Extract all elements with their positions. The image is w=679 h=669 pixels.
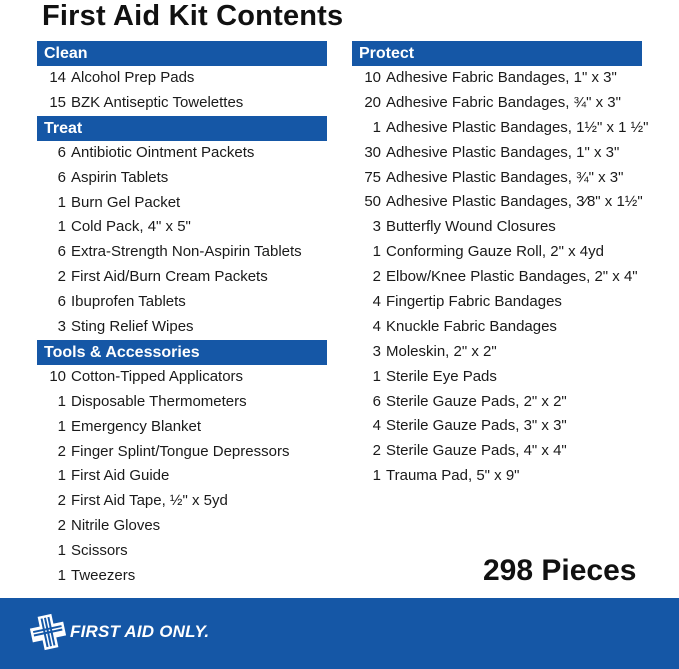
item-name: Aspirin Tablets — [71, 168, 169, 186]
list-item — [352, 166, 642, 191]
item-quantity: 1 — [372, 467, 381, 485]
item-name: Finger Splint/Tongue Depressors — [71, 442, 290, 460]
item-quantity: 3 — [372, 342, 381, 360]
item-name: Sterile Gauze Pads, 3" x 3" — [386, 417, 567, 435]
item-quantity: 1 — [57, 467, 66, 485]
item-quantity: 1 — [57, 193, 66, 211]
left-column — [37, 41, 327, 589]
item-quantity: 20 — [364, 93, 381, 111]
list-item — [37, 489, 327, 514]
item-name: First Aid/Burn Cream Packets — [71, 268, 268, 286]
list-item — [37, 240, 327, 265]
item-name: First Aid Tape, ½" x 5yd — [71, 492, 228, 510]
item-quantity: 2 — [57, 492, 66, 510]
item-name: Adhesive Fabric Bandages, 1" x 3" — [386, 69, 617, 86]
item-name: Nitrile Gloves — [71, 517, 161, 535]
item-name: Ibuprofen Tablets — [71, 293, 186, 311]
item-quantity: 1 — [372, 118, 381, 136]
treat-list — [37, 141, 327, 340]
item-quantity: 1 — [57, 542, 66, 560]
item-name: Cotton-Tipped Applicators — [71, 367, 244, 385]
list-item — [352, 215, 642, 240]
item-quantity: 1 — [372, 243, 381, 261]
item-quantity: 2 — [372, 268, 381, 286]
total-pieces: 298 Pieces — [483, 554, 637, 587]
item-name: Tweezers — [71, 567, 136, 585]
list-item — [37, 539, 327, 564]
clean-list — [37, 66, 327, 116]
item-quantity: 1 — [57, 567, 66, 585]
list-item — [352, 464, 642, 489]
list-item — [37, 91, 327, 116]
list-item — [37, 265, 327, 290]
item-name: Butterfly Wound Closures — [386, 218, 556, 236]
item-quantity: 2 — [372, 442, 381, 460]
list-item — [37, 290, 327, 315]
item-quantity: 30 — [364, 143, 381, 161]
item-quantity: 50 — [364, 193, 381, 211]
item-quantity: 1 — [372, 367, 381, 385]
item-name: Knuckle Fabric Bandages — [386, 317, 557, 335]
item-name: Adhesive Plastic Bandages, ¾" x 3" — [386, 168, 624, 186]
list-item — [352, 240, 642, 265]
section-header-protect: Protect — [352, 41, 642, 66]
item-name: Sting Relief Wipes — [71, 318, 194, 336]
item-quantity: 75 — [364, 168, 381, 186]
item-quantity: 4 — [372, 317, 381, 335]
item-name: Scissors — [71, 542, 128, 560]
item-quantity: 10 — [49, 367, 66, 385]
item-name: Extra-Strength Non-Aspirin Tablets — [71, 243, 302, 261]
item-name: Alcohol Prep Pads — [71, 69, 195, 86]
list-item — [352, 390, 642, 415]
protect-list — [352, 66, 649, 489]
item-name: Emergency Blanket — [71, 417, 202, 435]
item-quantity: 4 — [372, 417, 381, 435]
list-item — [352, 116, 649, 141]
tools-list — [37, 365, 327, 589]
item-name: Adhesive Plastic Bandages, 3⁄8" x 1½" — [386, 193, 643, 211]
item-quantity: 3 — [372, 218, 381, 236]
list-item — [37, 315, 327, 340]
list-item — [37, 464, 327, 489]
item-name: Moleskin, 2" x 2" — [386, 342, 497, 360]
item-quantity: 14 — [49, 69, 66, 86]
list-item — [352, 141, 642, 166]
item-name: Sterile Eye Pads — [386, 367, 497, 385]
list-item — [352, 265, 642, 290]
list-item — [37, 166, 327, 191]
list-item — [37, 390, 327, 415]
list-item — [352, 315, 642, 340]
page-title: First Aid Kit Contents — [42, 0, 344, 32]
item-quantity: 4 — [372, 293, 381, 311]
item-name: Adhesive Plastic Bandages, 1" x 3" — [386, 143, 620, 161]
footer-banner — [0, 598, 679, 669]
item-name: Sterile Gauze Pads, 2" x 2" — [386, 392, 567, 410]
item-quantity: 2 — [57, 268, 66, 286]
item-name: First Aid Guide — [71, 467, 170, 485]
list-item — [352, 414, 642, 439]
item-name: Adhesive Plastic Bandages, 1½" x 1 ½" — [386, 118, 649, 136]
item-name: Antibiotic Ointment Packets — [71, 143, 255, 161]
item-quantity: 2 — [57, 517, 66, 535]
list-item — [352, 340, 642, 365]
list-item — [37, 215, 327, 240]
item-quantity: 15 — [49, 93, 66, 111]
list-item — [352, 439, 642, 464]
item-name: Adhesive Fabric Bandages, ¾" x 3" — [386, 93, 621, 111]
list-item — [37, 415, 327, 440]
item-name: Trauma Pad, 5" x 9" — [386, 467, 520, 485]
list-item — [37, 564, 327, 589]
list-item — [352, 66, 642, 91]
item-quantity: 1 — [57, 392, 66, 410]
item-quantity: 1 — [57, 417, 66, 435]
list-item — [352, 365, 642, 390]
list-item — [352, 190, 642, 215]
item-quantity: 10 — [364, 69, 381, 86]
item-quantity: 6 — [57, 243, 66, 261]
list-item — [37, 440, 327, 465]
brand-logo-text: FIRST AID ONLY. — [70, 622, 210, 641]
section-header-tools: Tools & Accessories — [37, 340, 327, 365]
list-item — [352, 91, 642, 116]
item-name: Conforming Gauze Roll, 2" x 4yd — [386, 243, 604, 261]
list-item — [37, 141, 327, 166]
item-name: Elbow/Knee Plastic Bandages, 2" x 4" — [386, 268, 638, 286]
list-item — [37, 365, 327, 390]
item-quantity: 1 — [57, 218, 66, 236]
item-quantity: 6 — [57, 143, 66, 161]
item-name: Fingertip Fabric Bandages — [386, 293, 562, 311]
list-item — [37, 66, 327, 91]
section-header-treat: Treat — [37, 116, 327, 141]
item-name: Burn Gel Packet — [71, 193, 181, 211]
list-item — [37, 514, 327, 539]
item-name: Disposable Thermometers — [71, 392, 247, 410]
item-quantity: 6 — [372, 392, 381, 410]
item-quantity: 2 — [57, 442, 66, 460]
right-column — [352, 41, 649, 489]
item-quantity: 3 — [57, 318, 66, 336]
item-quantity: 6 — [57, 168, 66, 186]
section-header-clean: Clean — [37, 41, 327, 66]
item-name: BZK Antiseptic Towelettes — [71, 93, 244, 111]
item-name: Sterile Gauze Pads, 4" x 4" — [386, 442, 567, 460]
list-item — [352, 290, 642, 315]
item-name: Cold Pack, 4" x 5" — [71, 218, 191, 236]
first-aid-cross-icon — [27, 611, 69, 653]
list-item — [37, 191, 327, 216]
brand-logo — [27, 611, 209, 653]
item-quantity: 6 — [57, 293, 66, 311]
